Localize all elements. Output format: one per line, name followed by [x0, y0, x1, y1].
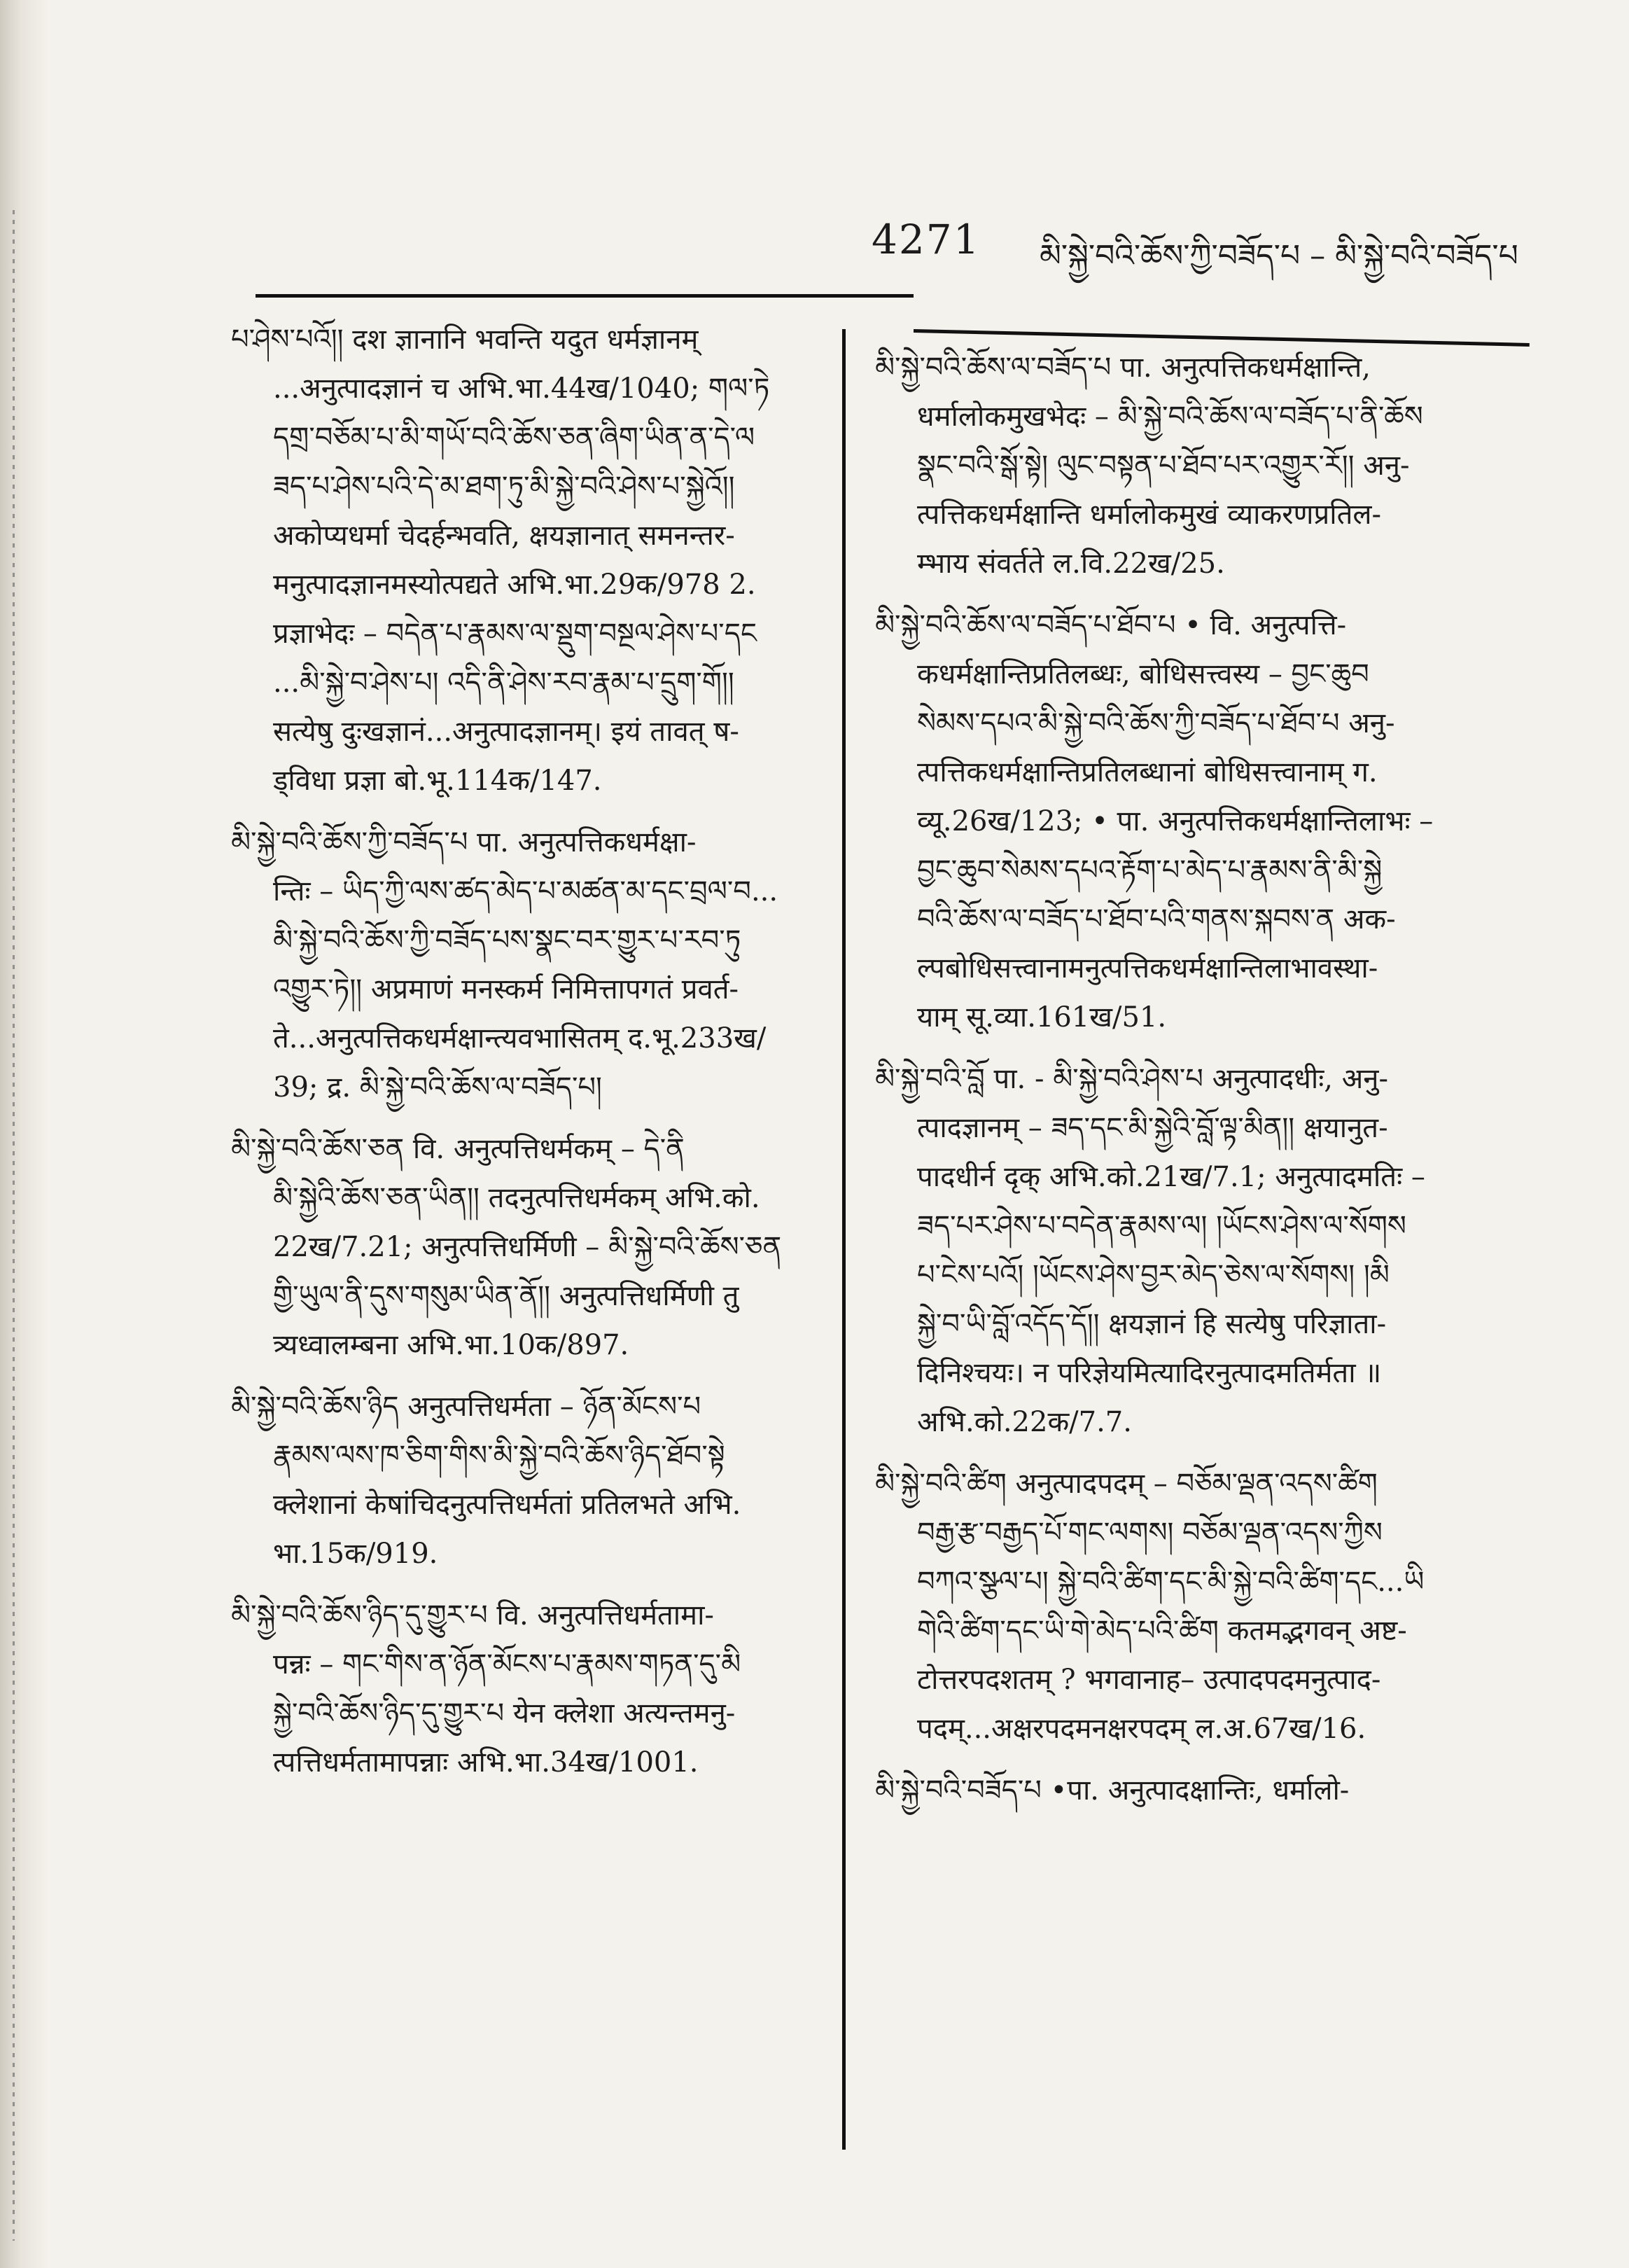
dictionary-entry [875, 1055, 1540, 1447]
entry-line: མི་སྐྱེ་བའི་ཆོས་ཀྱི་བཟོད་པ पा. अनुत्पत्तिकधर्मक्षा- [231, 826, 697, 858]
entry-line: धर्मालोकमुखभेदः – མི་སྐྱེ་བའི་ཆོས་ལ་བཟོད་པ་ནི་ཆོས [917, 401, 1423, 433]
entry-line: त्पत्तिधर्मतामापन्नाः अभि.भा.34ख/1001. [273, 1746, 699, 1779]
column-divider [842, 329, 846, 2150]
binding-stitch-marks [13, 210, 15, 2241]
entry-line: འགྱུར་ཏེ།། अप्रमाणं मनस्कर्म निमित्तापगतं प्रवर्त- [273, 973, 739, 1006]
entry-line: व्यू.26ख/123; • पा. अनुत्पत्तिकधर्मक्षान्तिलाभः – [917, 805, 1434, 837]
entry-line: त्पत्तिकधर्मक्षान्ति धर्मालोकमुखं व्याकरणप्रतिल- [917, 499, 1382, 531]
entry-line: ...མི་སྐྱེ་བ་ཤེས་པ། འདི་ནི་ཤེས་རབ་རྣམ་པ་དྲུག་གོ།། [273, 667, 734, 699]
entry-line: न्तिः – ཡིད་ཀྱི་ལས་ཚད་མེད་པ་མཚན་མ་དང་བྲལ་བ... [273, 875, 778, 907]
entry-line: कधर्मक्षान्तिप्रतिलब्धः, बोधिसत्त्वस्य – བྱང་ཆུབ [917, 658, 1369, 690]
dictionary-entry [875, 601, 1540, 1042]
dictionary-entry [231, 818, 819, 1112]
entry-line: ...अनुत्पादज्ञानं च अभि.भा.44ख/1040; གལ་ཏེ [273, 373, 770, 405]
entry-line: གྱི་ཡུལ་ནི་དུས་གསུམ་ཡིན་ནོ།། अनुत्पत्तिधर्मिणी तु [273, 1280, 739, 1312]
entry-line: म्भाय संवर्तते ल.वि.22ख/25. [917, 548, 1225, 580]
entry-line: མི་སྐྱེ་བའི་བཟོད་པ •पा. अनुत्पादक्षान्तिः, धर्मालो- [875, 1774, 1350, 1807]
entry-line: सत्येषु दुःखज्ञानं...अनुत्पादज्ञानम्। इयं तावत् ष- [273, 716, 739, 748]
entry-line: ཟད་པ་ཤེས་པའི་དེ་མ་ཐག་ཏུ་མི་སྐྱེ་བའི་ཤེས་པ་སྐྱེའོ།། [273, 471, 735, 503]
entry-line: མི་སྐྱེ་བའི་ཆོས་ཀྱི་བཟོད་པས་སྣང་བར་གྱུར་པ་རབ་ཏུ [273, 924, 741, 956]
right-column [875, 343, 1540, 1815]
dictionary-entry [231, 1125, 819, 1370]
entry-line: अकोप्यधर्मा चेदर्हन्भवति, क्षयज्ञानात् समनन्तर- [273, 520, 735, 552]
entry-line: त्पादज्ञानम् – ཟད་དང་མི་སྐྱེའི་བློ་ལྟ་མིན།། क्षयानुत- [917, 1112, 1388, 1144]
entry-line: ते...अनुत्पत्तिकधर्मक्षान्त्यवभासितम् द.भू.233ख/ [273, 1022, 767, 1055]
dictionary-entry [231, 1382, 819, 1578]
entry-line: 22ख/7.21; अनुत्पत्तिधर्मिणी – མི་སྐྱེ་བའི་ཆོས་ཅན [273, 1231, 782, 1263]
entry-line: སྐྱེ་བ་ཡི་བློ་འདོད་དོ།། क्षयज्ञानं हि सत्येषु परिज्ञाता- [917, 1308, 1387, 1340]
book-binding-edge [0, 0, 49, 2268]
entry-line: སེམས་དཔའ་མི་སྐྱེ་བའི་ཆོས་ཀྱི་བཟོད་པ་ཐོབ་པ अनु- [917, 707, 1395, 739]
entry-line: སྐྱེ་བའི་ཆོས་ཉིད་དུ་གྱུར་པ येन क्लेशा अत्यन्तमनु- [273, 1697, 736, 1730]
entry-line: རྣམས་ལས་ཁ་ཅིག་གིས་མི་སྐྱེ་བའི་ཆོས་ཉིད་ཐོབ་སྟེ [273, 1440, 725, 1472]
entry-line: བྱང་ཆུབ་སེམས་དཔའ་རྟོག་པ་མེད་པ་རྣམས་ནི་མི་སྐྱེ [917, 854, 1383, 886]
entry-line: བཀའ་སྩལ་པ། སྐྱེ་བའི་ཚིག་དང་མི་སྐྱེ་བའི་ཚིག་དང...ཡི [917, 1566, 1425, 1598]
entry-line: པ་ཤེས་པའོ།། दश ज्ञानानि भवन्ति यदुत धर्मज्ञानम् [231, 323, 699, 356]
entry-line: མི་སྐྱེ་བའི་ཆོས་ཉིད अनुत्पत्तिधर्मता – ཉོན་མོངས་པ [231, 1391, 701, 1423]
entry-line: མི་སྐྱེ་བའི་ཆོས་ལ་བཟོད་པ་ཐོབ་པ • वि. अनुत्पत्ति- [875, 609, 1347, 641]
dictionary-entry [231, 315, 819, 805]
entry-line: भा.15क/919. [273, 1538, 438, 1570]
entry-line: མི་སྐྱེ་བའི་བློ पा. - མི་སྐྱེ་བའི་ཤེས་པ अनुत्पादधीः, अनु- [875, 1063, 1388, 1095]
entry-line: प्रज्ञाभेदः – བདེན་པ་རྣམས་ལ་སྡུག་བསྔལ་ཤེས་པ་དང [273, 618, 757, 650]
entry-line: ཟད་པར་ཤེས་པ་བདེན་རྣམས་ལ། །ཡོངས་ཤེས་ལ་སོགས [917, 1210, 1406, 1242]
entry-line: 39; द्र. མི་སྐྱེ་བའི་ཆོས་ལ་བཟོད་པ། [273, 1071, 602, 1104]
entry-line: ड्विधा प्रज्ञा बो.भू.114क/147. [273, 765, 602, 797]
header-rule-left [256, 294, 914, 298]
entry-line: टोत्तरपदशतम् ? भगवानाह– उत्पादपदमनुत्पाद- [917, 1664, 1381, 1696]
entry-line: त्र्यध्वालम्बना अभि.भा.10क/897. [273, 1329, 629, 1361]
dictionary-entry [875, 1766, 1540, 1815]
dictionary-entry [875, 1459, 1540, 1753]
entry-line: अभि.को.22क/7.7. [917, 1406, 1132, 1438]
left-column [231, 315, 819, 1787]
entry-line: མི་སྐྱེ་བའི་ཆོས་ལ་བཟོད་པ पा. अनुत्पत्तिकधर्मक्षान्ति, [875, 352, 1371, 384]
entry-line: मनुत्पादज्ञानमस्योत्पद्यते अभि.भा.29क/978 2. [273, 569, 756, 601]
entry-line: दिनिश्चयः। न परिज्ञेयमित्यादिरनुत्पादमतिर्मता ॥ [917, 1357, 1382, 1389]
entry-line: པ་ངེས་པའོ། །ཡོངས་ཤེས་བྱར་མེད་ཅེས་ལ་སོགས། །མི [917, 1259, 1390, 1291]
entry-line: याम् सू.व्या.161ख/51. [917, 1001, 1167, 1034]
entry-line: མི་སྐྱེ་བའི་ཆོས་ཅན वि. अनुत्पत्तिधर्मकम् – དེ་ནི [231, 1133, 685, 1165]
dictionary-entry [875, 343, 1540, 588]
entry-line: བའི་ཆོས་ལ་བཟོད་པ་ཐོབ་པའི་གནས་སྐབས་ན अक- [917, 903, 1396, 935]
entry-line: སྣང་བའི་སྒོ་སྟེ། ལུང་བསྟན་པ་ཐོབ་པར་འགྱུར་རོ།། अनु- [917, 450, 1410, 482]
entry-line: पदम्...अक्षरपदमनक्षरपदम् ल.अ.67ख/16. [917, 1713, 1366, 1745]
entry-line: क्लेशानां केषांचिदनुत्पत्तिधर्मतां प्रतिलभते अभि. [273, 1489, 741, 1521]
entry-line: བརྒྱ་རྩ་བརྒྱད་པོ་གང་ལགས། བཅོམ་ལྡན་འདས་ཀྱིས [917, 1517, 1383, 1549]
dictionary-entry [231, 1591, 819, 1787]
entry-line: མི་སྐྱེ་བའི་ཆོས་ཉིད་དུ་གྱུར་པ वि. अनुत्पत्तिधर्मतामा- [231, 1599, 714, 1632]
entry-line: पादधीर्न दृक् अभि.को.21ख/7.1; अनुत्पादमतिः – [917, 1161, 1425, 1193]
page-number: 4271 [872, 216, 981, 263]
entry-line: དགྲ་བཅོམ་པ་མི་གཡོ་བའི་ཆོས་ཅན་ཞིག་ཡིན་ན་དེ་ལ [273, 422, 755, 454]
entry-line: མི་སྐྱེའི་ཆོས་ཅན་ཡིན།། तदनुत्पत्तिधर्मकम् अभि.को. [273, 1182, 760, 1214]
entry-line: ल्पबोधिसत्त्वानामनुत्पत्तिकधर्मक्षान्तिलाभावस्था- [917, 952, 1378, 985]
running-head: མི་སྐྱེ་བའི་ཆོས་ཀྱི་བཟོད་པ – མི་སྐྱེ་བའི་བཟོད་པ [1040, 238, 1518, 274]
entry-line: त्पत्तिकधर्मक्षान्तिप्रतिलब्धानां बोधिसत्त्वानाम् ग. [917, 756, 1378, 788]
entry-line: མི་སྐྱེ་བའི་ཚིག अनुत्पादपदम् – བཅོམ་ལྡན་འདས་ཚིག [875, 1468, 1378, 1500]
entry-line: पन्नः – གང་གིས་ན་ཉོན་མོངས་པ་རྣམས་གཏན་དུ་མི [273, 1648, 741, 1681]
entry-line: གེའི་ཚིག་དང་ཡི་གེ་མེད་པའི་ཚིག कतमद्भगवन् अष्ट- [917, 1615, 1407, 1647]
